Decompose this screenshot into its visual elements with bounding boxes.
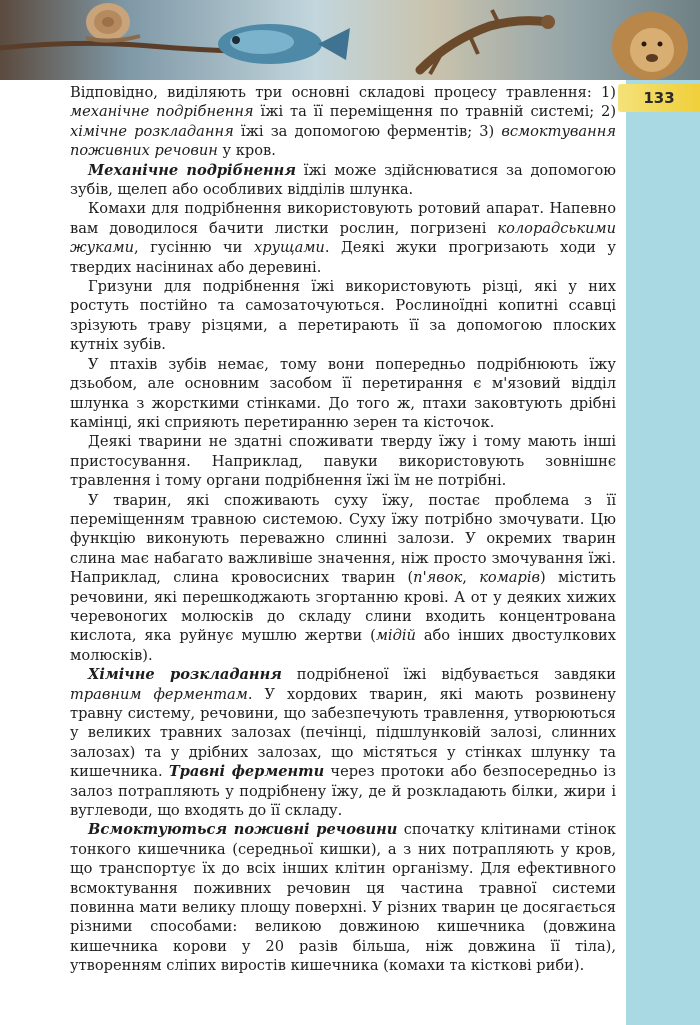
lion-image [612,12,688,80]
body-text [70,83,616,976]
italic-term: хімічне розкладання [70,122,234,140]
text-run: Деякі тварини не здатні споживати тверду їжу і тому мають інші пристосування. Наприклад, павуки використовують зовнішнє травлення і тому органи подрібнення їжі їм не потрібні. [70,433,616,490]
paragraph-5 [70,355,616,433]
bold-italic-term: Травні ферменти [168,763,325,781]
banner-illustration [0,0,700,80]
text-run: Комахи для подрібнення використовують ротовий апарат. Напевно вам доводилося бачити листки рослин, погризені [70,200,616,237]
text-run: їжі може здійснюватися за допомогою зубів, щелеп або особливих відділів шлунка. [70,161,617,199]
text-run: у кров. [217,142,276,160]
text-run: їжі за допомогою ферментів; 3) [233,122,502,140]
paragraph-4 [70,277,616,355]
paragraph-1 [70,83,616,161]
italic-term: хрущами [253,239,325,257]
text-run: через протоки або безпосередньо із залоз потрапляють у подрібнену їжу, де й розкладають білки, жири і вуглеводи, що входять до її складу. [70,763,616,820]
text-run: спочатку клітинами стінок тонкого кишечника (середньої кишки), а з них потрапляють у кров, що транспортує їх до всіх інших клітин організму. Для ефективного всмоктування поживних речовин ця частина травної системи повинна мати велику площу поверхні. У різних тварин це досягається різними способами: великою довжиною кишечника (довжина кишечника корови у 20 разів більша, ніж довжина її тіла), утворенням сліпих виростів кишечника (комахи та кісткові риби). [70,821,616,975]
text-run: або інших двостулкових молюсків). [70,627,616,664]
text-run: Відповідно, виділяють три основні складові процесу травлення: 1) [70,84,616,101]
text-run: У птахів зубів немає, тому вони попередньо подрібнюють їжу дзьобом, але основним засобом її перетирання є м'язовий відділ шлунка з жорсткими стінками. До того ж, птахи заковтують дрібні камінці, які сприяють перетиранню зерен та кісточок. [70,355,616,431]
paragraph-6 [70,432,616,490]
paragraph-9 [70,820,616,975]
page-number: 133 [643,89,675,107]
header-banner-photo [0,0,700,80]
paragraph-2 [70,161,616,200]
text-run: . У хордових тварин, які мають розвинену травну систему, речовини, що забезпечують травлення, утворюються у великих травних залозах (печінці, підшлунковій залозі, слинних залозах) та у дрібних залозах, що містяться у стінках шлунку та кишечника. [70,685,616,781]
italic-term: мідій [375,627,416,645]
text-run: подрібненої їжі відбувається завдяки [281,666,616,684]
text-run: У тварин, які споживають суху їжу, постає проблема з її переміщенням травною системою. Суху їжу потрібно змочувати. Цю функцію виконують переважно слинні залози. У окремих тварин слина має набагато важливіше значення, ніж просто змочування їжі. Наприклад, слина кровосисних тварин ( [70,491,616,587]
italic-term: п'явок [413,569,463,587]
text-run: . Деякі жуки прогризають ходи у твердих насінинах або деревині. [70,239,616,276]
paragraph-8 [70,665,616,820]
text-run: Гризуни для подрібнення їжі використовують різці, які у них ростуть постійно та самозаточуються. Рослиноїдні копитні ссавці зрізують траву різцями, а перетирають її за допомогою плоских кутніх зубів. [70,278,616,354]
italic-term: механічне подрібнення [70,103,254,121]
text-run: , гусінню чи [133,239,254,257]
bold-italic-term: Механічне подрібнення [88,161,296,179]
side-margin-band [626,80,700,1025]
italic-term: всмоктування поживних речовин [70,122,616,160]
italic-term: травним ферментам [70,685,248,703]
italic-term: комарів [479,569,540,587]
text-run: ) містить речовини, які перешкоджають згортанню крові. А от у деяких хижих черевоногих молюсків до складу слини входить концентрована кислота, яка руйнує мушлю жертви ( [70,569,616,645]
bold-italic-term: Хімічне розкладання [88,666,282,684]
paragraph-7 [70,491,616,666]
text-run: їжі та її переміщення по травній системі; 2) [253,103,617,121]
page-number-tab [618,84,700,112]
italic-term: колорадськими жуками [70,219,616,257]
text-run: , [462,569,480,587]
bold-italic-term: Всмоктуються поживні речовини [88,821,398,839]
paragraph-3 [70,199,616,277]
